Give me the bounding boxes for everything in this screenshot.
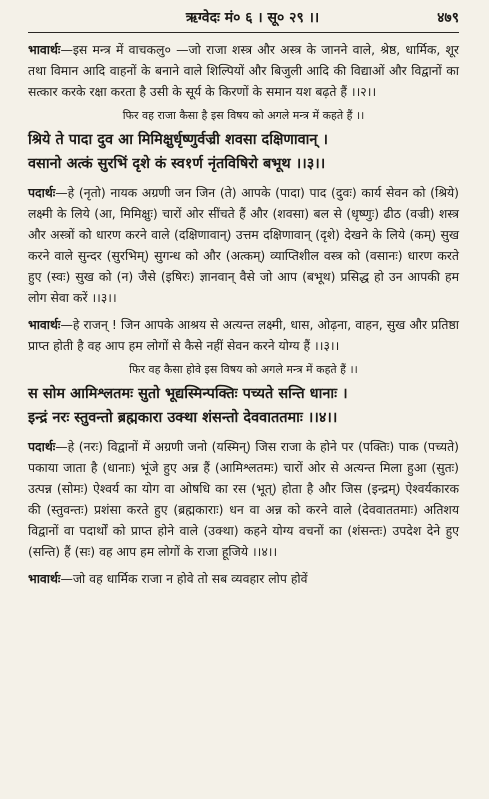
mantra-4-line-1: स सोम आमिश्लतमः सुतो भूद्यस्मिन्पक्तिः पच्यते सन्ति धानाः ।	[28, 386, 348, 402]
padartha-paragraph-3	[28, 182, 459, 308]
padartha-text: —हे (नरः) विद्वानों में अग्रणी जनो (यस्मिन्) जिस राजा के होने पर (पक्तिः) पाक (पच्यते) पकाया जाता है (धानाः) भूंजे हुए अन्न हैं (आमिश्लतमः) चारों ओर से अत्यन्त मिला हुआ (सुतः) उत्पन्न (सोमः) ऐश्वर्य का योग वा ओषधि का रस (भूत्) होता है और जिस (इन्द्रम्) ऐश्वर्यकारक की (स्तुवन्तः) प्रशंसा करते हुए (ब्रह्मकाराः) धन वा अन्न को करने वाले (देववाततमाः) अतिशय विद्वानों वा पदार्थों को प्राप्त होने वाले (उक्था) कहने योग्य वचनों का (शंसन्तः) उपदेश देने हुए (सन्ति) हैं (सः) वह आप हम लोगों के राजा हूजिये ।।४।।	[28, 439, 459, 559]
bhavartha-paragraph-4	[28, 568, 459, 589]
mantra-4-intro: फिर वह कैसा होवे इस विषय को अगले मन्त्र में कहते हैं ।।	[129, 363, 358, 376]
bhavartha-text: —हे राजन् ! जिन आपके आश्रय से अत्यन्त लक्ष्मी, धास, ओढ़ना, वाहन, सुख और प्रतिष्ठा प्राप्त होती है वह आप हम लोगों से कैसे नहीं सेवन करने योग्य हैं ।।३।।	[28, 317, 459, 353]
running-title: ऋग्वेदः मं० ६ । सू० २९ ।।	[185, 10, 320, 26]
mantra-4-line-2: इन्द्रं नरः स्तुवन्तो ब्रह्मकारा उक्था शंसन्तो देववाततमाः ।।४।।	[28, 410, 338, 426]
bhavartha-label: भावार्थः	[28, 317, 61, 332]
page-header	[28, 8, 459, 30]
page-number: ४७९	[437, 10, 459, 26]
mantra-3-intro: फिर वह राजा कैसा है इस विषय को अगले मन्त्र में कहते हैं ।।	[122, 109, 365, 122]
mantra-3-line-1: श्रिये ते पादा दुव आ मिमिक्षुर्धृष्णुर्वज्री शवसा दक्षिणावान् ।	[28, 132, 329, 148]
padartha-label: पदार्थः	[28, 185, 56, 200]
bhavartha-paragraph-2	[28, 39, 459, 102]
bhavartha-label: भावार्थः	[28, 42, 61, 57]
padartha-paragraph-4	[28, 436, 459, 562]
bhavartha-label: भावार्थः	[28, 571, 61, 586]
padartha-text: —हे (नृतो) नायक अग्रणी जन जिन (ते) आपके (पादा) पाद (दुवः) कार्य सेवन को (श्रिये) लक्ष्मी के लिये (आ, मिमिक्षुः) चारों ओर सींचते हैं और (शवसा) बल से (धृष्णुः) ढीठ (वज्री) शस्त्र और अस्त्रों को धारण करने वाले (दक्षिणावान्) उत्तम दक्षिणावान् (दृशे) देखने के लिये (कम्) सुख करने वाले सुन्दर (सुरभिम्) सुगन्ध को और (अत्कम्) व्याप्तिशील वस्त्र को (वसानः) धारण करते हुए (स्वः) सुख को (न) जैसे (इषिरः) ज्ञानवान् वैसे जो आप (बभूथ) प्रसिद्ध हो उन आपकी हम लोग सेवा करें ।।३।।	[28, 185, 459, 305]
padartha-label: पदार्थः	[28, 439, 56, 454]
header-rule	[28, 32, 459, 33]
bhavartha-text: —जो वह धार्मिक राजा न होवे तो सब व्यवहार लोप होवें	[60, 571, 308, 586]
bhavartha-text: —इस मन्त्र में वाचकलु० —जो राजा शस्त्र और अस्त्र के जानने वाले, श्रेष्ठ, धार्मिक, शूर तथा विमान आदि वाहनों के बनाने वाले शिल्पियों और बिजुली आदि की विद्याओं और विद्वानों का सत्कार करके रक्षा करता है उसी के सूर्य के किरणों के समान यश बढ़ते हैं ।।२।।	[28, 42, 459, 99]
bhavartha-paragraph-3	[28, 314, 459, 356]
mantra-3-line-2: वसानो अत्कं सुरभिं दृशे कं स्व१र्ण नृंतविषिरो बभूथ ।।३।।	[28, 156, 326, 172]
